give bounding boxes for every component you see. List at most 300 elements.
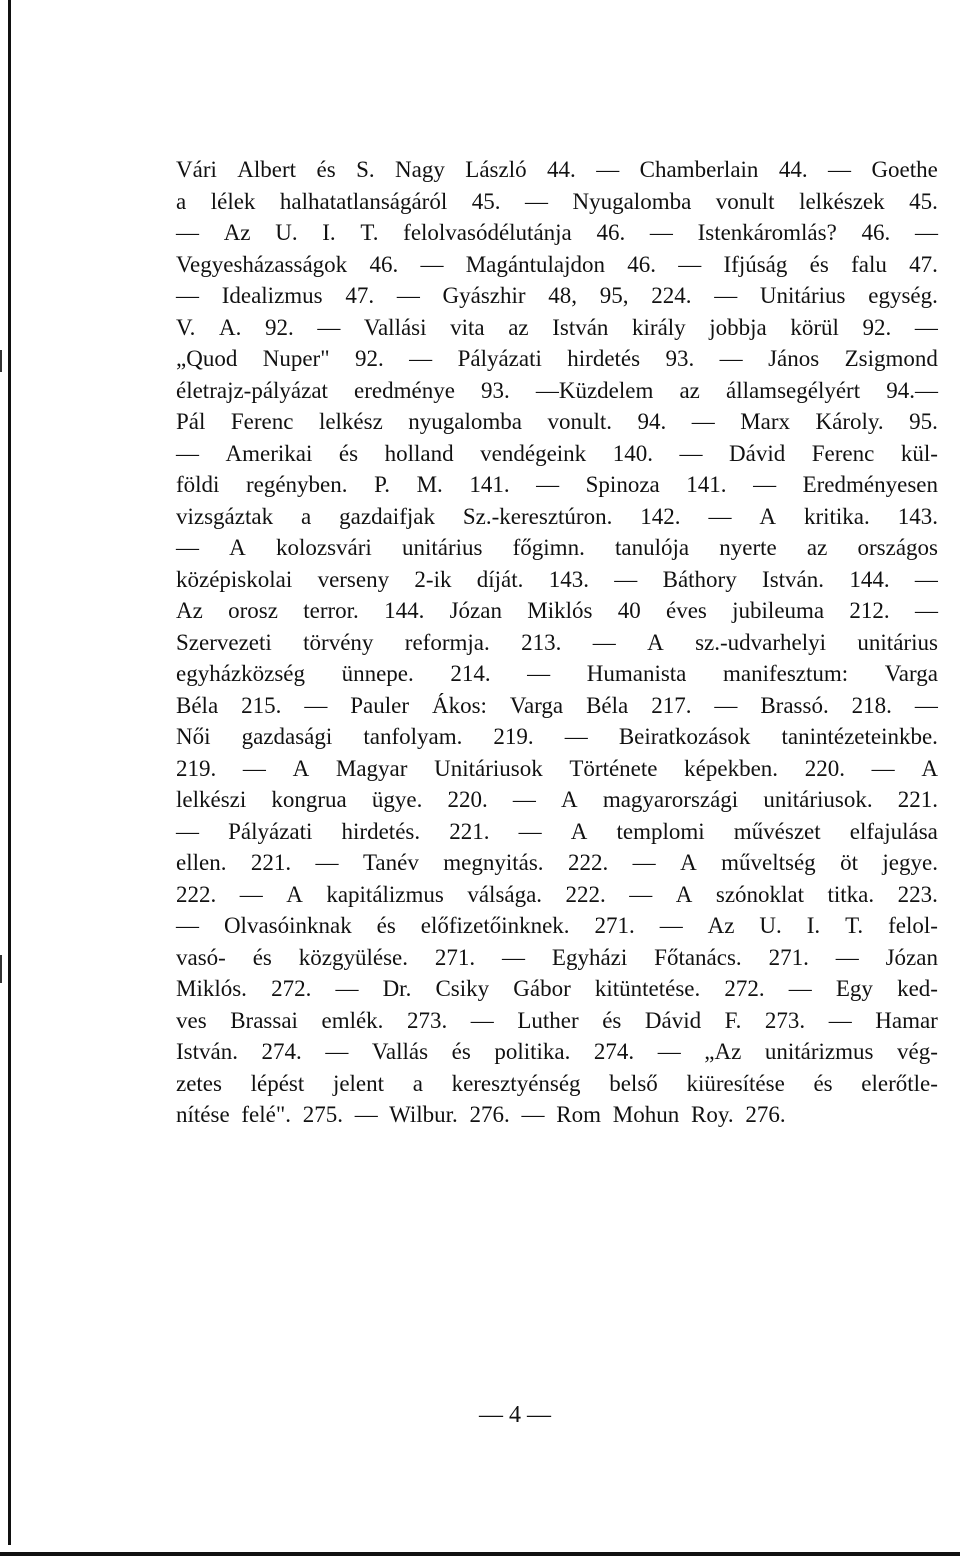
word: orosz	[228, 598, 278, 623]
text-line	[176, 375, 938, 407]
word: a	[301, 503, 312, 529]
word: P.	[374, 472, 391, 497]
word: Humanista	[586, 661, 687, 686]
word: Vallási	[363, 314, 427, 340]
word: 141.	[469, 472, 510, 497]
word: 92.	[355, 346, 384, 371]
word: —	[315, 850, 339, 875]
word: unitárius	[857, 629, 938, 655]
word: —	[176, 220, 199, 245]
word: ellen.	[176, 850, 227, 875]
word: Béla	[586, 692, 629, 718]
text-line	[176, 753, 938, 785]
word: kolozsvári	[275, 535, 372, 560]
word: M.	[416, 472, 443, 497]
word: —	[753, 472, 777, 497]
text-line	[176, 564, 938, 596]
word: magyarországi	[602, 787, 739, 812]
word: A	[680, 850, 697, 875]
word: T.	[845, 913, 864, 938]
word: —	[632, 850, 656, 875]
word: —	[396, 283, 420, 308]
word: az	[806, 535, 828, 560]
word: 272.	[724, 976, 765, 1001]
word: Idealizmus	[221, 283, 323, 308]
word: 271.	[768, 944, 809, 970]
text-line	[176, 847, 938, 879]
text-line	[176, 154, 938, 186]
text-line	[176, 816, 938, 848]
word: templomi	[616, 818, 705, 844]
word: 48,	[548, 283, 578, 308]
word: ügye.	[371, 787, 423, 812]
word: 223.	[897, 881, 938, 907]
text-line	[176, 721, 938, 753]
word: —	[657, 1039, 681, 1064]
word: öt	[840, 850, 858, 875]
word: lépést	[250, 1070, 305, 1096]
word: János	[768, 346, 820, 371]
text-line	[176, 280, 938, 312]
word: és	[809, 251, 829, 277]
word: tanintézeteinkbe.	[781, 724, 938, 749]
word: —Küzdelem	[535, 377, 654, 403]
word: 271.	[434, 944, 476, 970]
text-line	[176, 1068, 938, 1100]
word: —	[629, 881, 653, 907]
word: Magántulajdon	[465, 251, 605, 277]
word: és	[813, 1070, 833, 1096]
word: —	[678, 251, 702, 277]
word: közgyülése.	[298, 944, 408, 970]
word: —	[871, 755, 895, 781]
word: Varga	[509, 692, 564, 718]
word: Varga	[884, 661, 938, 686]
word: 92.	[862, 314, 892, 340]
text-line	[176, 249, 938, 281]
word: 143.	[897, 503, 938, 529]
word: és	[376, 913, 396, 938]
word: Ifjúság	[723, 251, 788, 277]
word: király	[632, 314, 686, 340]
word: Ferenc	[230, 409, 294, 434]
word: Béla	[176, 692, 219, 718]
word: kritika.	[803, 503, 870, 529]
word: műveltség	[721, 850, 816, 875]
word: Brassó.	[760, 692, 829, 718]
word: Nagy	[395, 157, 445, 182]
word: —	[691, 409, 715, 434]
word: 144.	[384, 598, 425, 623]
word: „Az	[704, 1039, 742, 1064]
word: 273.	[406, 1007, 448, 1033]
word: 215.	[241, 692, 282, 718]
word: Gyászhir	[442, 283, 526, 308]
word: Gábor	[513, 976, 571, 1001]
word: —	[527, 661, 551, 686]
word: Amerikai	[225, 440, 313, 466]
word: Az	[223, 220, 251, 245]
word: 222.	[565, 881, 606, 907]
word: Luther	[517, 1007, 579, 1033]
word: ked-	[897, 976, 938, 1001]
word: reformja.	[404, 629, 490, 655]
word: Egy	[835, 976, 873, 1001]
word: Pályázati	[457, 346, 542, 371]
word: —	[714, 692, 738, 718]
word: Miklós.	[176, 976, 247, 1001]
word: kitüntetése.	[594, 976, 701, 1001]
word: jelent	[332, 1070, 385, 1096]
word: Dr.	[382, 976, 412, 1001]
word: —	[835, 944, 859, 970]
word: 46.	[861, 220, 891, 245]
word: A	[759, 503, 777, 529]
word: —	[317, 314, 341, 340]
word: 94.	[637, 409, 667, 434]
word: és	[451, 1039, 471, 1064]
text-line	[176, 690, 938, 722]
word: lelkész	[318, 409, 383, 434]
word: Ákos:	[431, 692, 487, 718]
word: Sz.-keresztúron.	[462, 503, 613, 529]
word: —	[176, 913, 199, 938]
text-line	[176, 595, 938, 627]
word: —	[325, 1039, 349, 1064]
word: előfizetőinknek.	[420, 913, 570, 938]
word: U.	[275, 220, 298, 245]
word: —	[176, 535, 199, 560]
word: és	[602, 1007, 622, 1033]
word: felolvasódélutánja	[403, 220, 572, 245]
word: A	[561, 787, 578, 812]
word: és	[316, 157, 336, 182]
word: Pál	[176, 409, 206, 434]
word: az	[508, 314, 529, 340]
word: A	[675, 881, 693, 907]
word: jubileuma	[732, 598, 825, 623]
word: manifesztum:	[722, 661, 849, 686]
text-line	[176, 942, 938, 974]
word: hirdetés.	[341, 818, 421, 844]
word: államsegélyért	[725, 377, 861, 403]
word: —	[420, 251, 444, 277]
word: 46.	[627, 251, 656, 277]
word: 218.	[851, 692, 892, 718]
text-line	[176, 627, 938, 659]
word: —	[304, 692, 328, 718]
word: A	[229, 535, 246, 560]
word: 271.	[594, 913, 635, 938]
word: emlék.	[321, 1007, 384, 1033]
word: zetes	[176, 1070, 222, 1096]
word: elfajulása	[849, 818, 938, 844]
word: Unitáriusok	[434, 755, 543, 781]
word: Dávid	[729, 440, 786, 466]
word: nyerte	[719, 535, 777, 560]
word: Az	[707, 913, 735, 938]
word: Marx	[740, 409, 791, 434]
word: 142.	[640, 503, 681, 529]
word: körül	[790, 314, 839, 340]
word: —	[914, 566, 938, 592]
word: Unitárius	[759, 283, 846, 308]
word: István.	[762, 566, 824, 592]
word: vizsgáztak	[176, 503, 274, 529]
word: —	[409, 346, 433, 371]
word: —	[649, 220, 673, 245]
word: István.	[176, 1039, 238, 1064]
text-line	[176, 438, 938, 470]
word: törvény	[303, 629, 374, 655]
word: —	[714, 283, 738, 308]
word: vita	[450, 314, 485, 340]
index-text-block	[176, 154, 938, 1131]
word: 222.	[176, 881, 217, 907]
left-scan-border	[8, 0, 11, 1545]
word: 40	[617, 598, 641, 623]
text-line	[176, 312, 938, 344]
word: kiüresítése	[686, 1070, 785, 1096]
word: A.	[219, 314, 242, 340]
word: tanulója	[615, 535, 690, 560]
word: kül-	[900, 440, 938, 466]
word: 219.	[493, 724, 534, 749]
word: jobbja	[709, 314, 767, 340]
word: 2-ik	[414, 566, 452, 592]
word: Hamar	[875, 1007, 938, 1033]
word: —	[536, 472, 560, 497]
word: 44.	[778, 157, 808, 182]
word: Egyházi	[551, 944, 628, 970]
word: válsága.	[467, 881, 543, 907]
word: vendégeink	[480, 440, 587, 466]
word: 274.	[593, 1039, 635, 1064]
margin-mark	[0, 350, 2, 372]
word: 93.	[665, 346, 695, 371]
word: —	[176, 283, 199, 308]
word: unitárizmus	[764, 1039, 874, 1064]
word: —	[564, 724, 588, 749]
word: Pályázati	[228, 818, 313, 844]
word: Chamberlain	[639, 157, 759, 182]
word: —	[512, 787, 536, 812]
text-line	[176, 1036, 938, 1068]
text-line	[176, 784, 938, 816]
margin-mark	[0, 955, 2, 983]
word: Olvasóinknak	[223, 913, 352, 938]
word: keresztyénség	[451, 1070, 581, 1096]
word: —	[614, 566, 638, 592]
word: 95.	[909, 409, 938, 434]
word: a	[412, 1070, 423, 1096]
word: —	[659, 913, 683, 938]
word: Istenkáromlás?	[697, 220, 837, 245]
word: —	[242, 755, 266, 781]
word: lelkészek	[799, 188, 885, 214]
word: politika.	[494, 1039, 571, 1064]
word: F.	[724, 1007, 742, 1033]
word: terror.	[303, 598, 359, 623]
word: éves	[666, 598, 707, 623]
text-line	[176, 658, 938, 690]
text-line	[176, 973, 938, 1005]
word: —	[708, 503, 732, 529]
word: Csiky	[435, 976, 490, 1001]
word: vasó-	[176, 944, 226, 970]
word: Spinoza	[585, 472, 660, 497]
word: 93.	[481, 377, 510, 403]
word: tanfolyam.	[363, 724, 463, 749]
word: Szervezeti	[176, 629, 272, 655]
word: Női	[176, 724, 211, 749]
word: 217.	[651, 692, 692, 718]
word: Józan	[885, 944, 938, 970]
word: 47.	[345, 283, 375, 308]
word: hirdetés	[567, 346, 641, 371]
word: Dávid	[644, 1007, 702, 1033]
text-line	[176, 186, 938, 218]
word: elerőtle-	[861, 1070, 938, 1096]
text-line	[176, 879, 938, 911]
word: —	[914, 598, 938, 623]
word: —	[502, 944, 526, 970]
word: és	[252, 944, 272, 970]
text-line: nítése felé". 275. — Wilbur. 276. — Rom Mohun Roy. 276.	[176, 1102, 786, 1127]
word: regényben.	[245, 472, 348, 497]
word: nyugalomba	[408, 409, 522, 434]
word: 224.	[651, 283, 692, 308]
word: 219.	[176, 755, 217, 781]
word: díját.	[476, 566, 524, 592]
word: —	[524, 188, 548, 214]
word: földi	[176, 472, 220, 497]
word: holland	[384, 440, 454, 466]
word: művészet	[733, 818, 821, 844]
word: A	[921, 755, 938, 781]
word: Pauler	[350, 692, 410, 718]
word: 220.	[447, 787, 488, 812]
word: ves	[176, 1007, 207, 1033]
word: —	[176, 440, 199, 466]
word: László	[465, 157, 527, 182]
word: Tanév	[362, 850, 419, 875]
word: sz.-udvarhelyi	[695, 629, 827, 655]
word: Vallás	[371, 1039, 429, 1064]
word: ünnepe.	[341, 661, 414, 686]
word: Az	[176, 598, 203, 623]
word: 221.	[250, 850, 292, 875]
word: —	[679, 440, 703, 466]
word: szónoklat	[715, 881, 805, 907]
word: T.	[360, 220, 379, 245]
word: —	[592, 629, 616, 655]
word: 220.	[804, 755, 845, 781]
word: —	[176, 818, 199, 844]
text-line	[176, 532, 938, 564]
word: —	[719, 346, 743, 371]
word: a	[176, 188, 187, 214]
word: 272.	[271, 976, 312, 1001]
word: életrajz-pályázat	[176, 377, 328, 403]
word: A	[570, 818, 588, 844]
word: „Quod	[176, 346, 238, 371]
bottom-scan-border	[0, 1552, 960, 1556]
word: A	[292, 755, 310, 781]
word: főgimn.	[512, 535, 585, 560]
word: 47.	[909, 251, 938, 277]
word: 46.	[369, 251, 399, 277]
word: kongrua	[271, 787, 347, 812]
word: 143.	[548, 566, 589, 592]
word: Magyar	[335, 755, 408, 781]
word: eredménye	[354, 377, 455, 403]
word: lélek	[210, 188, 256, 214]
word: Nuper"	[262, 346, 330, 371]
word: falu	[851, 251, 887, 277]
word: megnyitás.	[443, 850, 544, 875]
word: kapitálizmus	[326, 881, 444, 907]
word: 141.	[686, 472, 727, 497]
word: 273.	[764, 1007, 806, 1033]
word: —	[518, 818, 542, 844]
word: 214.	[450, 661, 491, 686]
word: belső	[609, 1070, 658, 1096]
word: Eredményesen	[802, 472, 938, 497]
word: unitárius	[401, 535, 483, 560]
word: egység.	[868, 283, 938, 308]
word: vonult	[715, 188, 775, 214]
word: —	[914, 692, 938, 718]
word: 213.	[521, 629, 562, 655]
word: 45.	[471, 188, 501, 214]
word: Károly.	[815, 409, 884, 434]
word: 95,	[599, 283, 629, 308]
text-line	[176, 469, 938, 501]
word: 222.	[567, 850, 609, 875]
word: Beiratkozások	[618, 724, 751, 749]
word: jegye.	[882, 850, 938, 875]
word: István	[552, 314, 609, 340]
text-line	[176, 217, 938, 249]
word: 221.	[449, 818, 490, 844]
word: 140.	[612, 440, 653, 466]
word: V.	[176, 314, 196, 340]
word: —	[596, 157, 620, 182]
word: unitáriusok.	[763, 787, 873, 812]
word: 45.	[909, 188, 938, 214]
page-number: — 4 —	[479, 1402, 551, 1428]
word: gazdasági	[241, 724, 333, 749]
word: Báthory	[662, 566, 737, 592]
word: 94.—	[886, 377, 938, 403]
word: A	[286, 881, 303, 907]
word: vonult.	[547, 409, 612, 434]
word: Albert	[237, 157, 297, 182]
word: egyházközség	[176, 661, 305, 686]
word: Főtanács.	[654, 944, 742, 970]
word: S.	[356, 157, 375, 182]
word: Zsigmond	[844, 346, 938, 371]
word: —	[470, 1007, 494, 1033]
word: Józan	[449, 598, 502, 623]
word: —	[914, 220, 938, 245]
word: —	[335, 976, 359, 1001]
word: az	[679, 377, 700, 403]
word: —	[914, 314, 938, 340]
word: U.	[759, 913, 782, 938]
word: Vári	[176, 157, 217, 182]
